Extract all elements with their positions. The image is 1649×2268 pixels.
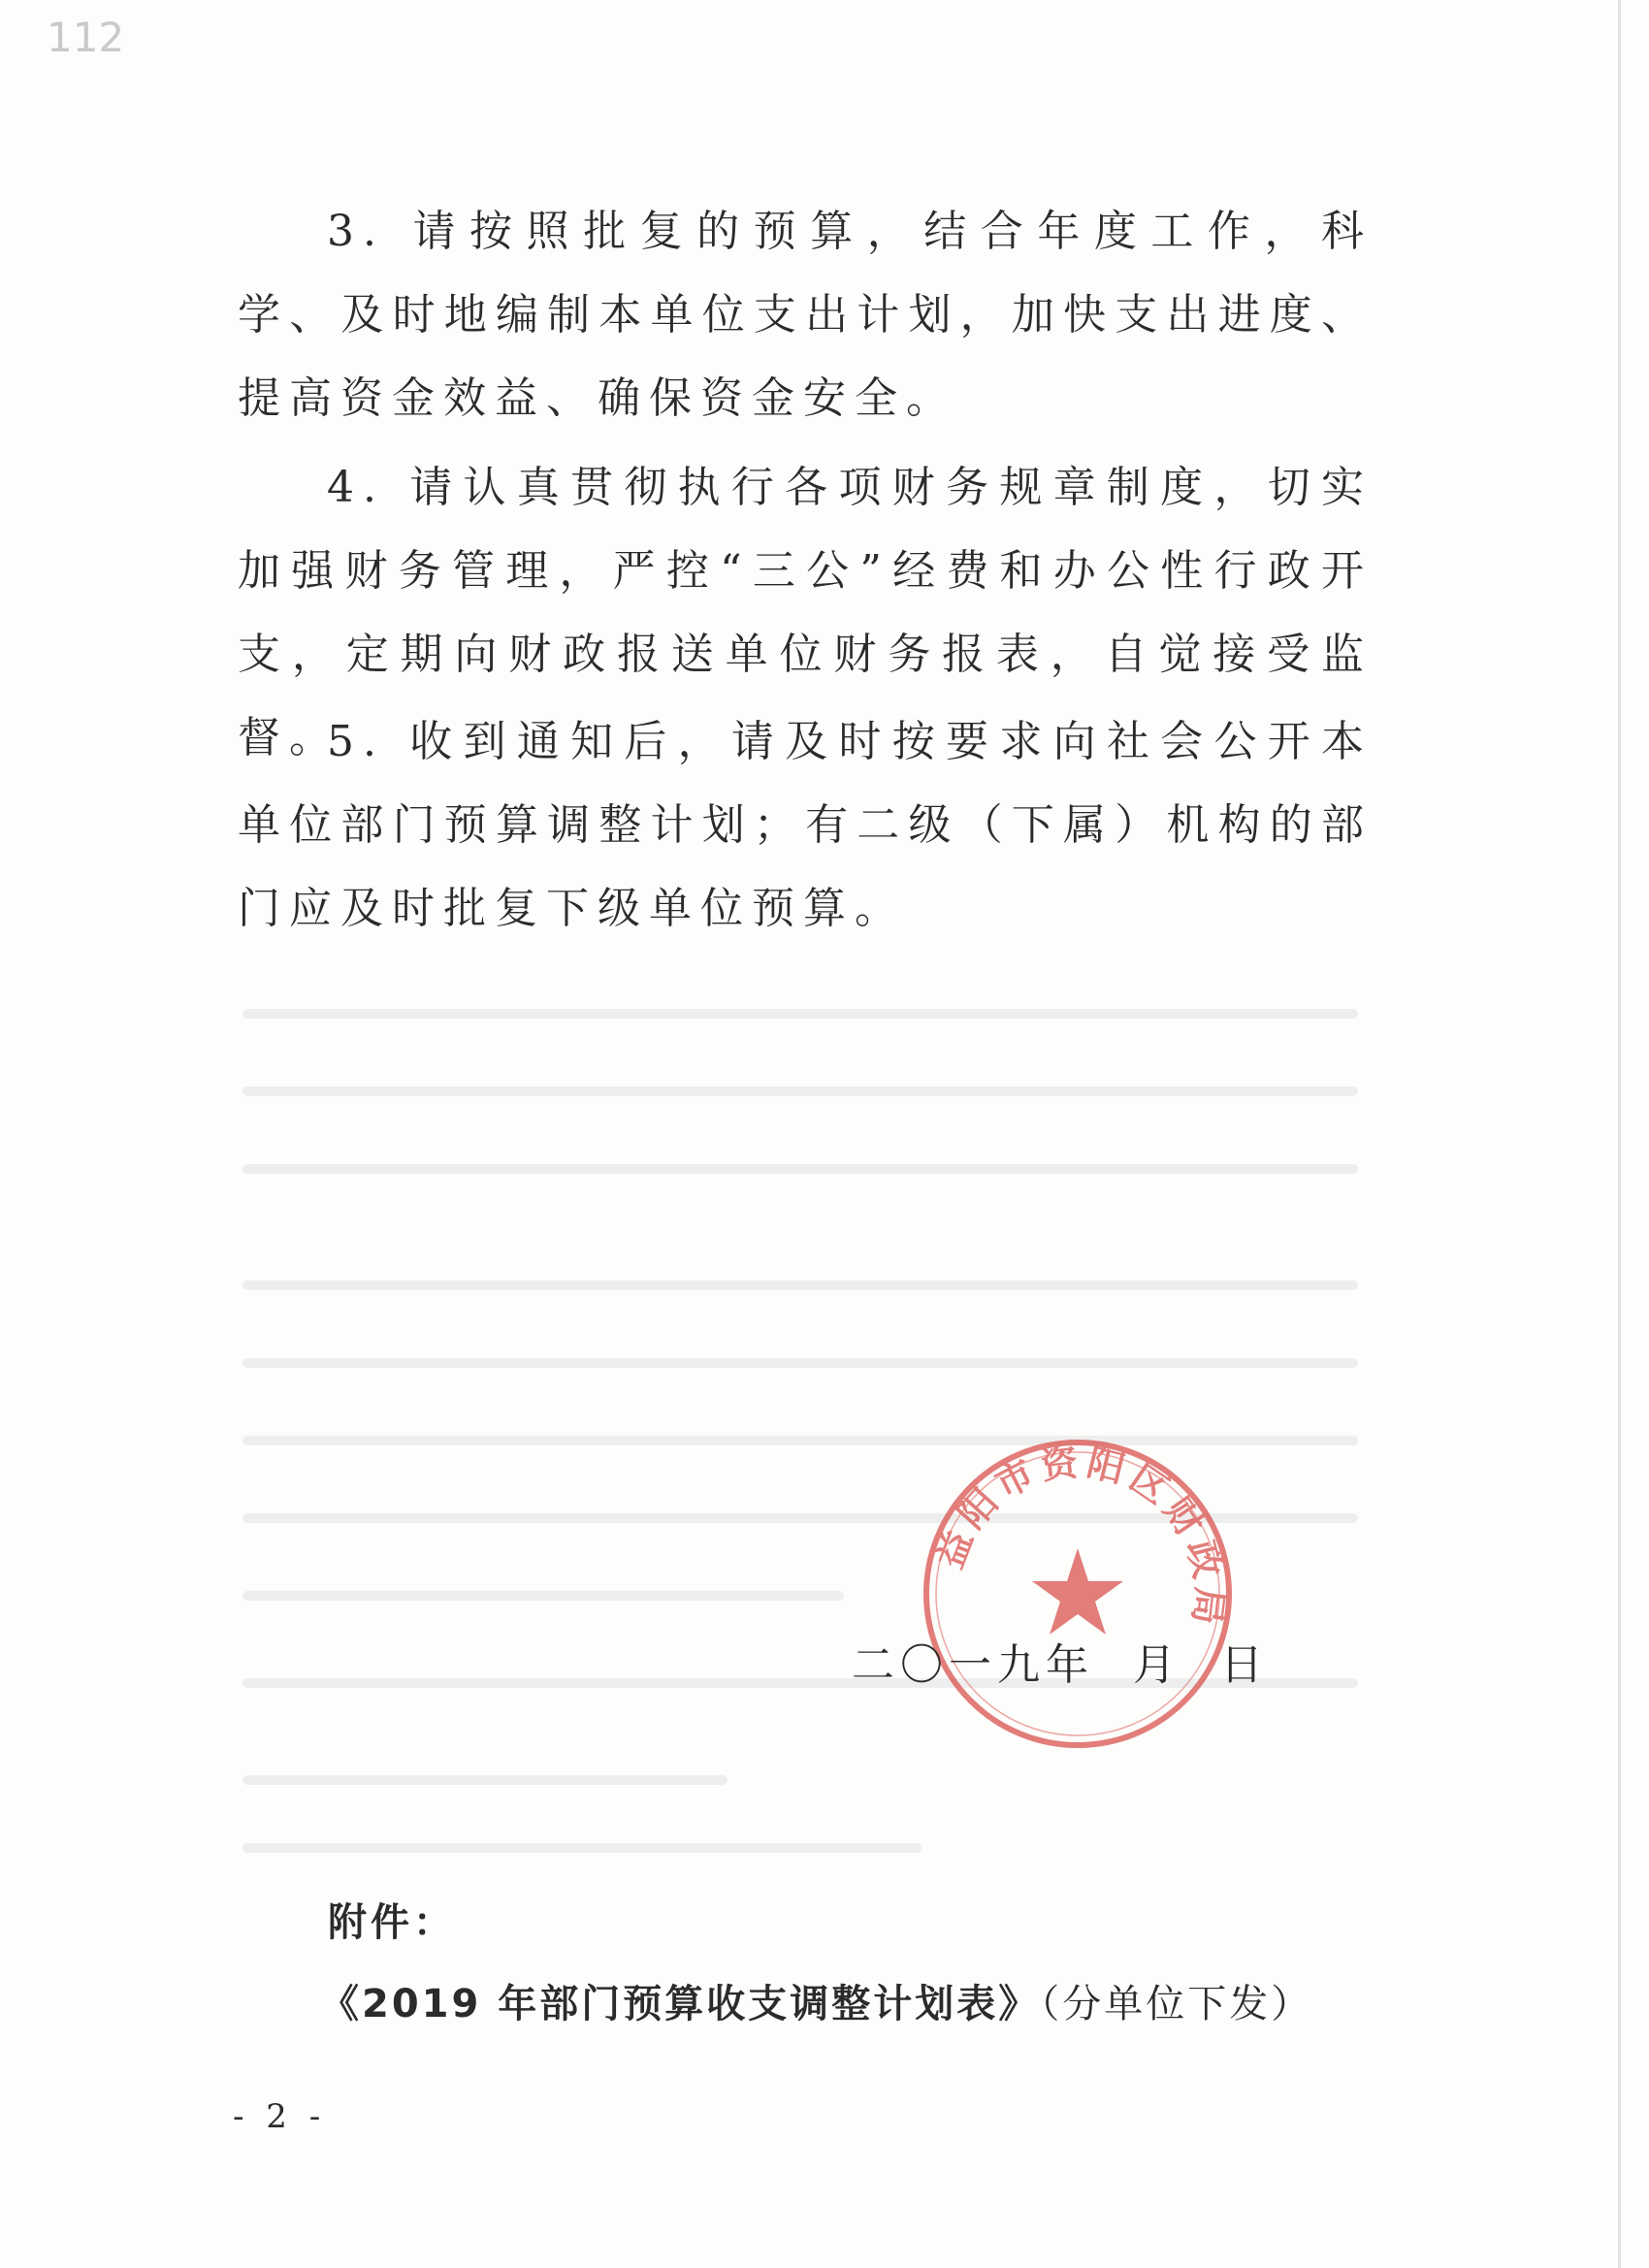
bleed-through bbox=[242, 1164, 1358, 1174]
bleed-through bbox=[242, 1843, 922, 1853]
seal-text: 益阳市资阳区财政局 bbox=[927, 1440, 1232, 1633]
attachment-title bbox=[320, 1973, 1312, 2028]
date-day: 日 bbox=[1220, 1640, 1269, 1690]
paragraph-3: 3. 请按照批复的预算，结合年度工作，科学、及时地编制本单位支出计划，加快支出进度、提高资金效益、确保资金安全。 bbox=[238, 207, 1373, 423]
page-number: - 2 - bbox=[233, 2097, 327, 2136]
bleed-through bbox=[242, 1358, 1358, 1368]
bleed-through bbox=[242, 1086, 1358, 1096]
date-year: 二〇一九年 bbox=[852, 1640, 1094, 1690]
bleed-through bbox=[242, 1009, 1358, 1019]
official-seal-icon bbox=[918, 1434, 1238, 1754]
document-date bbox=[852, 1630, 1269, 1692]
scan-edge bbox=[1618, 0, 1621, 2268]
date-month: 月 bbox=[1133, 1640, 1181, 1690]
attachment-label: 附件： bbox=[328, 1900, 456, 1945]
paragraph-5: 5. 收到通知后，请及时按要求向社会公开本单位部门预算调整计划；有二级（下属）机构的部门应及时批复下级单位预算。 bbox=[238, 717, 1373, 933]
attachment-title-note: （分单位下发） bbox=[1040, 1982, 1313, 2026]
paragraph-4: 4. 请认真贯彻执行各项财务规章制度，切实加强财务管理，严控“三公”经费和办公性行政开支，定期向财政报送单位财务报表，自觉接受监督。 bbox=[238, 463, 1373, 762]
bleed-through bbox=[242, 1775, 728, 1785]
corner-page-mark: 112 bbox=[47, 14, 125, 61]
attachment-title-main: 《2019 年部门预算收支调整计划表》 bbox=[320, 1982, 1041, 2026]
bleed-through bbox=[242, 1280, 1358, 1290]
bleed-through bbox=[242, 1591, 844, 1601]
